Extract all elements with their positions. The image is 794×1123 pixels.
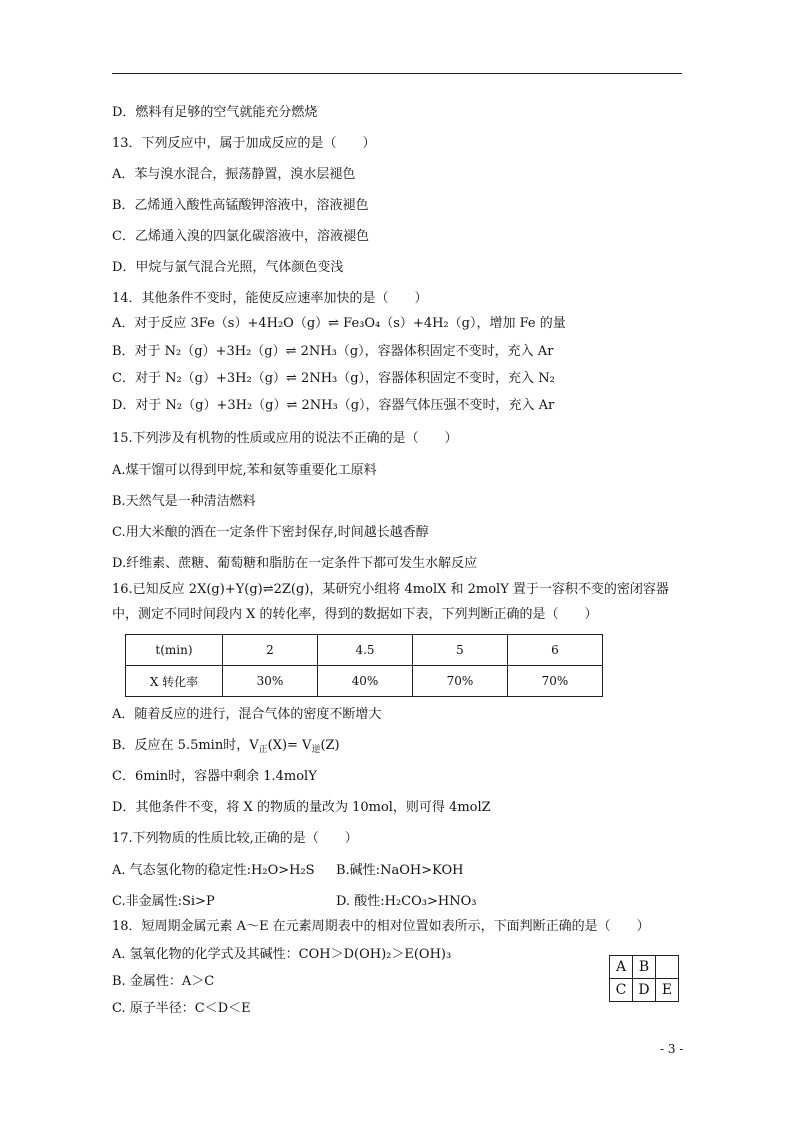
- q15-option-a: A.煤干馏可以得到甲烷,苯和氨等重要化工原料: [112, 463, 377, 478]
- page-number: - 3 -: [660, 1042, 684, 1056]
- q16-option-a: A．随着反应的进行，混合气体的密度不断增大: [112, 707, 382, 722]
- q13-option-d: D．甲烷与氯气混合光照，气体颜色变浅: [112, 260, 344, 275]
- q16b-text-pre: B．反应在 5.5min时，V: [112, 738, 259, 753]
- q17-option-d: D. 酸性:H₂CO₃>HNO₃: [336, 894, 477, 909]
- table-cell: X 转化率: [126, 666, 223, 697]
- q17-option-b: B.碱性:NaOH>KOH: [336, 863, 464, 878]
- conversion-table: [125, 634, 603, 697]
- q13-stem: 13．下列反应中，属于加成反应的是（ ）: [112, 136, 376, 151]
- q13-option-b: B．乙烯通入酸性高锰酸钾溶液中，溶液褪色: [112, 198, 369, 213]
- q17-option-a: A. 气态氢化物的稳定性:H₂O>H₂S: [112, 863, 315, 878]
- grid-cell: [656, 956, 679, 979]
- q15-option-b: B.天然气是一种清洁燃料: [112, 494, 256, 509]
- grid-cell: C: [610, 979, 633, 1002]
- grid-row: [610, 956, 679, 979]
- table-cell: 70%: [508, 666, 603, 697]
- table-cell: 40%: [318, 666, 413, 697]
- q14-stem: 14．其他条件不变时，能使反应速率加快的是（ ）: [112, 291, 428, 306]
- grid-cell: E: [656, 979, 679, 1002]
- table-cell: 4.5: [318, 635, 413, 666]
- q15-stem: 15.下列涉及有机物的性质或应用的说法不正确的是（ ）: [112, 431, 458, 446]
- q12-option-d: D．燃料有足够的空气就能充分燃烧: [112, 105, 318, 120]
- q16b-text-post: (Z): [320, 738, 340, 753]
- q15-option-c: C.用大米酿的酒在一定条件下密封保存,时间越长越香醇: [112, 525, 429, 540]
- q13-option-a: A．苯与溴水混合，振荡静置，溴水层褪色: [112, 167, 356, 182]
- q16-option-c: C．6min时，容器中剩余 1.4molY: [112, 769, 317, 784]
- table-cell: 6: [508, 635, 603, 666]
- q14-option-b: B．对于 N₂（g）+3H₂（g）⇌ 2NH₃（g），容器体积固定不变时，充入 Ar: [112, 344, 554, 359]
- q16b-subscript-reverse: 逆: [311, 745, 321, 755]
- q14-option-c: C．对于 N₂（g）+3H₂（g）⇌ 2NH₃（g），容器体积固定不变时，充入 N₂: [112, 371, 555, 386]
- q14-option-d: D．对于 N₂（g）+3H₂（g）⇌ 2NH₃（g），容器气体压强不变时，充入 Ar: [112, 398, 555, 413]
- table-cell: 70%: [413, 666, 508, 697]
- q16-stem-line2: 中，测定不同时间段内 X 的转化率，得到的数据如下表，下列判断正确的是（ ）: [112, 607, 598, 622]
- table-row: [126, 666, 603, 697]
- table-cell: 2: [223, 635, 318, 666]
- grid-cell: D: [633, 979, 656, 1002]
- table-row: [126, 635, 603, 666]
- q16-stem-line1: 16.已知反应 2X(g)+Y(g)⇌2Z(g)，某研究小组将 4molX 和 2molY 置于一容积不变的密闭容器: [112, 582, 669, 597]
- q16-option-b: [112, 737, 340, 759]
- q18-option-c: C. 原子半径：C＜D＜E: [112, 1001, 251, 1016]
- q17-option-c: C.非金属性:Si>P: [112, 894, 215, 909]
- table-cell: t(min): [126, 635, 223, 666]
- q14-option-a: A．对于反应 3Fe（s）+4H₂O（g）⇌ Fe₃O₄（s）+4H₂（g），增加 Fe 的量: [112, 316, 566, 331]
- grid-cell: B: [633, 956, 656, 979]
- periodic-position-grid: [609, 955, 679, 1002]
- q16b-subscript-forward: 正: [258, 745, 268, 755]
- q16-option-d: D．其他条件不变，将 X 的物质的量改为 10mol，则可得 4molZ: [112, 800, 491, 815]
- table-cell: 30%: [223, 666, 318, 697]
- table-cell: 5: [413, 635, 508, 666]
- q18-stem: 18．短周期金属元素 A～E 在元素周期表中的相对位置如表所示，下面判断正确的是（ ）: [112, 919, 650, 934]
- q17-stem: 17.下列物质的性质比较,正确的是（ ）: [112, 831, 358, 846]
- q18-option-b: B. 金属性：A＞C: [112, 974, 215, 989]
- q13-option-c: C．乙烯通入溴的四氯化碳溶液中，溶液褪色: [112, 229, 369, 244]
- q18-option-a: A. 氢氧化物的化学式及其碱性：COH＞D(OH)₂＞E(OH)₃: [112, 947, 452, 962]
- grid-row: [610, 979, 679, 1002]
- header-rule: [112, 73, 682, 74]
- q15-option-d: D.纤维素、蔗糖、葡萄糖和脂肪在一定条件下都可发生水解反应: [112, 556, 478, 571]
- grid-cell: A: [610, 956, 633, 979]
- q16b-text-mid: (X)= V: [267, 738, 312, 753]
